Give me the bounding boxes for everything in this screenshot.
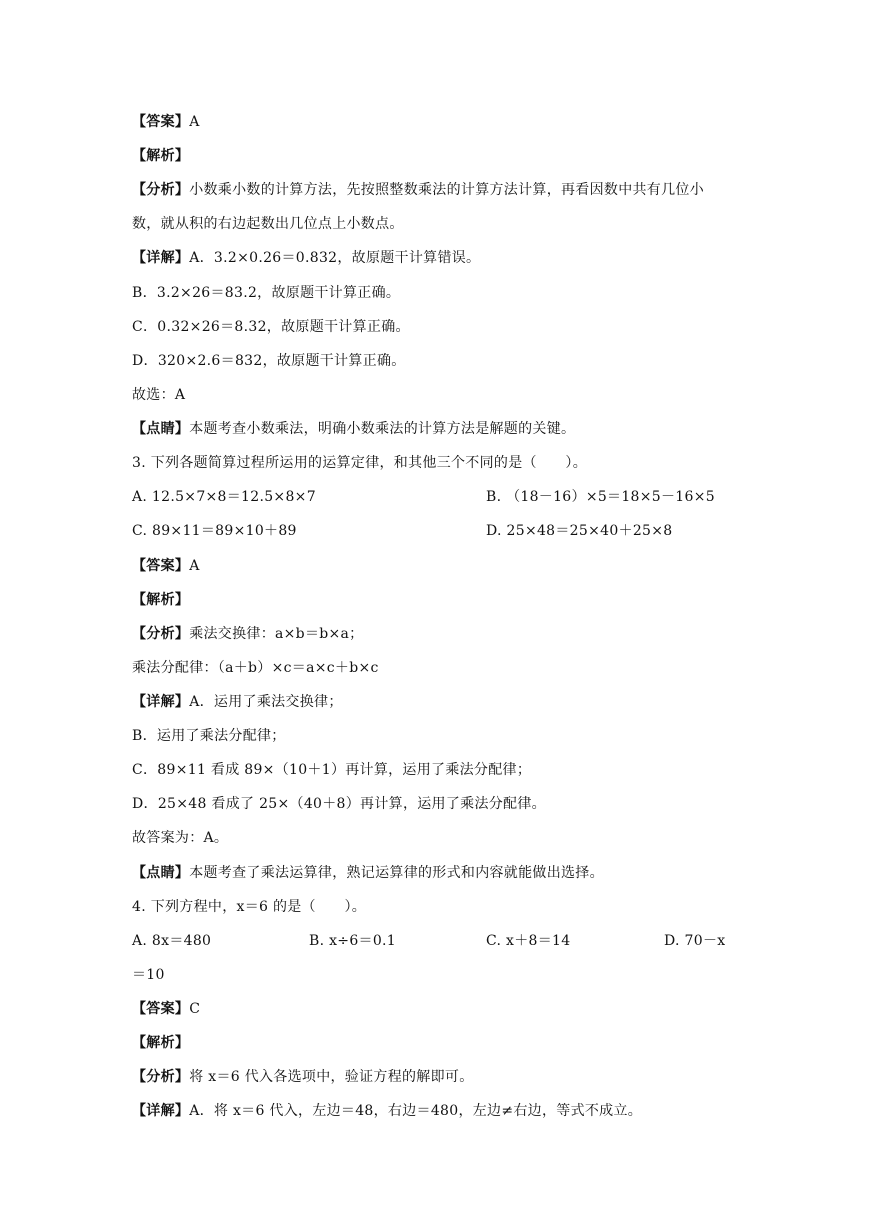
q3-fenxi-line [132, 624, 363, 644]
q4-answer-value: C [189, 1001, 201, 1017]
q3-dianjing-line [132, 863, 604, 883]
q3-analysis-tag: 【解析】 [132, 592, 190, 608]
q3-option-c: C. 89×11＝89×10＋89 [132, 523, 297, 539]
fenxi-line-cont [132, 214, 404, 234]
xiangjie-a: A．3.2×0.26＝0.832，故原题干计算错误。 [189, 250, 481, 266]
answer-value: A [189, 114, 200, 130]
answer-line [132, 112, 200, 132]
fenxi-text-cont: 数，就从积的右边起数出几位点上小数点。 [132, 216, 404, 232]
fenxi-tag: 【分析】 [132, 182, 190, 198]
q3-detail-d: D．25×48 看成了 25×（40＋8）再计算，运用了乘法分配律。 [132, 796, 546, 812]
xiangjie-line [132, 248, 480, 268]
q4-option-a: A. 8x＝480 [132, 933, 212, 949]
analysis-heading [132, 146, 189, 166]
q3-xiangjie-tag: 【详解】 [132, 694, 190, 710]
q4-answer-line [132, 999, 200, 1019]
q3-stem: 3. 下列各题简算过程所运用的运算定律，和其他三个不同的是（ ）。 [132, 455, 588, 471]
q3-conclusion: 故答案为：A。 [132, 830, 229, 846]
q3-answer-tag: 【答案】 [132, 558, 190, 574]
answer-tag: 【答案】 [132, 114, 190, 130]
q3-dianjing-tag: 【点睛】 [132, 865, 190, 881]
q4-fenxi-line [132, 1067, 474, 1087]
fenxi-text: 小数乘小数的计算方法，先按照整数乘法的计算方法计算，再看因数中共有几位小 [189, 182, 705, 198]
q3-answer-line [132, 556, 200, 576]
q3-analysis-heading [132, 590, 189, 610]
q3-answer-value: A [189, 558, 200, 574]
analysis-tag: 【解析】 [132, 148, 190, 164]
detail-c: C．0.32×26＝8.32，故原题干计算正确。 [132, 319, 410, 335]
fenxi-line [132, 180, 704, 200]
select-line: 故选：A [132, 387, 186, 403]
q3-option-a: A. 12.5×7×8＝12.5×8×7 [132, 489, 316, 505]
q4-option-d: D. 70－x [664, 933, 726, 949]
q3-fenxi-tag: 【分析】 [132, 626, 190, 642]
q3-dianjing-text: 本题考查了乘法运算律，熟记运算律的形式和内容就能做出选择。 [189, 865, 604, 881]
q3-xiangjie-line [132, 692, 343, 712]
q3-option-b: B. （18－16）×5＝18×5－16×5 [486, 489, 715, 505]
q4-xiangjie-a: A．将 x＝6 代入，左边＝48，右边＝480，左边≠右边，等式不成立。 [189, 1103, 643, 1119]
detail-d: D．320×2.6＝832，故原题干计算正确。 [132, 353, 406, 369]
q4-fenxi-text: 将 x＝6 代入各选项中，验证方程的解即可。 [189, 1069, 474, 1085]
q3-fenxi-text: 乘法交换律：a×b＝b×a； [189, 626, 364, 642]
dianjing-line [132, 419, 575, 439]
q4-answer-tag: 【答案】 [132, 1001, 190, 1017]
q4-fenxi-tag: 【分析】 [132, 1069, 190, 1085]
q4-option-d-cont: ＝10 [132, 967, 165, 983]
q4-analysis-heading [132, 1033, 189, 1053]
q4-option-b: B. x÷6＝0.1 [309, 933, 396, 949]
xiangjie-tag: 【详解】 [132, 250, 190, 266]
q3-detail-c: C．89×11 看成 89×（10＋1）再计算，运用了乘法分配律； [132, 762, 532, 778]
q4-xiangjie-line [132, 1101, 642, 1121]
q4-option-c: C. x＋8＝14 [486, 933, 571, 949]
q3-xiangjie-a: A．运用了乘法交换律； [189, 694, 343, 710]
q4-analysis-tag: 【解析】 [132, 1035, 190, 1051]
dianjing-text: 本题考查小数乘法，明确小数乘法的计算方法是解题的关键。 [189, 421, 576, 437]
detail-b: B．3.2×26＝83.2，故原题干计算正确。 [132, 285, 401, 301]
q3-detail-b: B．运用了乘法分配律； [132, 728, 286, 744]
q4-xiangjie-tag: 【详解】 [132, 1103, 190, 1119]
dianjing-tag: 【点睛】 [132, 421, 190, 437]
q3-option-d: D. 25×48＝25×40＋25×8 [486, 523, 673, 539]
q3-fenxi-line-cont: 乘法分配律：（a＋b）×c＝a×c＋b×c [132, 660, 379, 676]
q4-stem: 4. 下列方程中，x＝6 的是（ ）。 [132, 899, 367, 915]
